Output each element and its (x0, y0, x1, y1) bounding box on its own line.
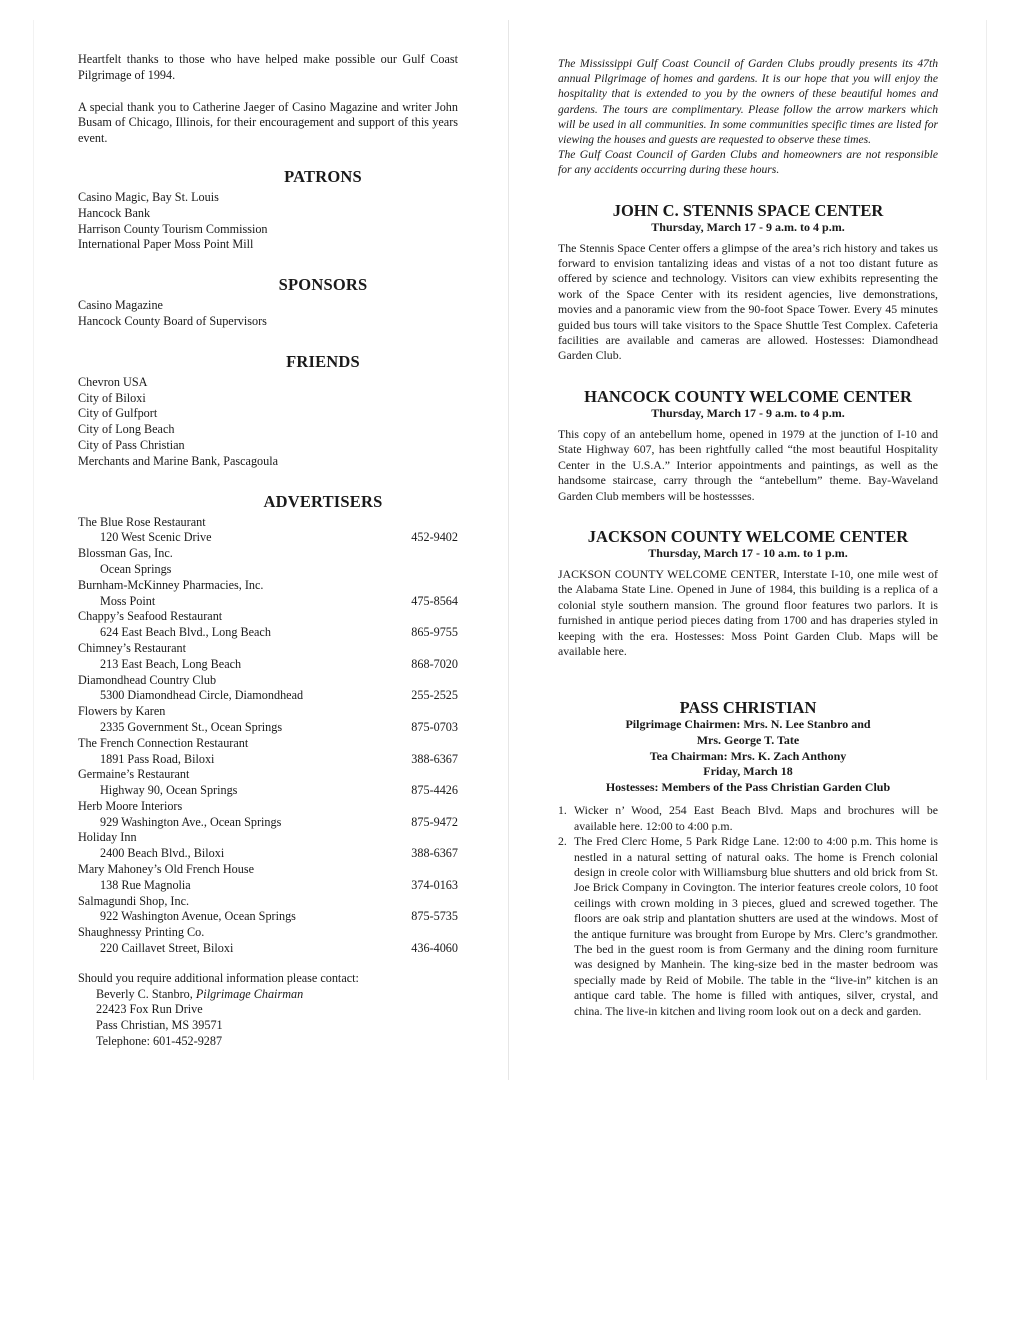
advertiser-entry (78, 830, 458, 862)
advertiser-name: Salmagundi Shop, Inc. (78, 893, 190, 908)
advertiser-entry (78, 515, 458, 547)
event-jackson (558, 528, 938, 659)
advertiser-phone: 875-0703 (411, 719, 458, 734)
advertiser-phone: 875-9472 (411, 814, 458, 829)
patrons-section (78, 167, 458, 253)
houses-list (558, 803, 938, 1019)
thanks-paragraph-1: Heartfelt thanks to those who have helped make possible our Gulf Coast Pilgrimage of 1994. (78, 52, 458, 82)
advertiser-name: Burnham-McKinney Pharmacies, Inc. (78, 577, 264, 592)
advertiser-address: 2400 Beach Blvd., Biloxi (100, 846, 225, 861)
event-stennis (558, 202, 938, 364)
left-column (78, 52, 458, 1050)
contact-street: 22423 Fox Run Drive (96, 1002, 203, 1017)
advertiser-address: 138 Rue Magnolia (100, 877, 191, 892)
page-edge-left (33, 20, 34, 1080)
event-heading: HANCOCK COUNTY WELCOME CENTER (584, 386, 912, 406)
advertiser-address: Moss Point (100, 593, 156, 608)
advertiser-address: 922 Washington Avenue, Ocean Springs (100, 909, 296, 924)
contact-name-line (78, 987, 458, 1003)
friends-section (78, 352, 458, 470)
house-number: 1. (558, 803, 567, 818)
advertiser-phone: 388-6367 (411, 846, 458, 861)
contact-phone: Telephone: 601-452-9287 (96, 1034, 223, 1049)
advertiser-phone: 436-4060 (411, 941, 458, 956)
advertiser-entry (78, 673, 458, 705)
house-text: Wicker n’ Wood, 254 East Beach Blvd. Maps and brochures will be available here. 12:00 to 4:00 p.m. (574, 803, 938, 833)
advertiser-address: 624 East Beach Blvd., Long Beach (100, 625, 271, 640)
friend-item: City of Biloxi (78, 390, 146, 405)
contact-block (78, 971, 458, 1050)
advertiser-name: Holiday Inn (78, 830, 137, 845)
advertisers-list (78, 515, 458, 957)
sponsors-section (78, 275, 458, 330)
advertiser-address: 2335 Government St., Ocean Springs (100, 719, 283, 734)
sponsor-item: Casino Magazine (78, 298, 163, 313)
advertiser-name: Chimney’s Restaurant (78, 640, 186, 655)
advertiser-name: Shaughnessy Printing Co. (78, 925, 205, 940)
advertiser-name: Diamondhead Country Club (78, 672, 217, 687)
advertiser-address: 929 Washington Ave., Ocean Springs (100, 814, 282, 829)
advertiser-address: 220 Caillavet Street, Biloxi (100, 941, 234, 956)
advertiser-entry (78, 894, 458, 926)
advertiser-phone: 868-7020 (411, 656, 458, 671)
pass-christian-date: Friday, March 18 (703, 764, 793, 779)
house-item (558, 834, 938, 1019)
friend-item: City of Long Beach (78, 422, 175, 437)
advertiser-address: 1891 Pass Road, Biloxi (100, 751, 215, 766)
advertiser-name: Germaine’s Restaurant (78, 767, 190, 782)
advertisers-section (78, 492, 458, 957)
advertiser-entry (78, 799, 458, 831)
pilgrimage-chairmen-1: Pilgrimage Chairmen: Mrs. N. Lee Stanbro and (625, 717, 871, 732)
event-heading: JOHN C. STENNIS SPACE CENTER (612, 200, 884, 220)
advertiser-phone: 865-9755 (411, 625, 458, 640)
event-date: Thursday, March 17 - 10 a.m. to 1 p.m. (648, 545, 848, 560)
contact-title: Pilgrimage Chairman (195, 986, 304, 1001)
advertiser-name: Flowers by Karen (78, 704, 166, 719)
event-hancock (558, 388, 938, 504)
thanks-paragraph-2: A special thank you to Catherine Jaeger of Casino Magazine and writer John Busam of Chicago, Illinois, for their encouragement and support of this years event. (78, 99, 458, 146)
friend-item: City of Gulfport (78, 406, 158, 421)
page-edge-right (986, 20, 987, 1080)
house-item (558, 803, 938, 834)
intro-paragraph-1: The Mississippi Gulf Coast Council of Garden Clubs proudly presents its 47th annual Pilgrimage of homes and gardens. It is our hope that you will enjoy the hospitality that is extended to you by the owners of these beautiful homes and gardens. The tours are complimentary. Please follow the arrow markers which will be used in all communities. In some communities specific times are listed for viewing the houses and guests are requested to observe these times. (558, 57, 938, 147)
advertiser-phone: 875-5735 (411, 909, 458, 924)
house-text: The Fred Clerc Home, 5 Park Ridge Lane. 12:00 to 4:00 p.m. This home is nestled in a natural setting of natural oaks. The home is French colonial design in creole color with Williamsburg blue shutters and old brick from St. Joe Brick Company in Covington. The interior features creole colors, 10 foot ceilings with crown molding in 3 pieces, glued and screwed together. The floors are oak strip and plantation shutters are used at the windows. Most of the antique furniture was brought from Europe by Mrs. Clerc’s grandmother. The bed in the guest room is from Germany and the dining room furniture was designed by Manhein. The king-size bed in the master bedroom was specially made by Reid of Mobile. The table in the “live-in” kitchen is an antique card table. The home is filled with antiques, silver, crystal, and china. The live-in kitchen and living room look out on a deck and garden. (574, 834, 938, 1018)
advertiser-name: Blossman Gas, Inc. (78, 546, 173, 561)
center-fold (508, 20, 509, 1080)
patron-item: Casino Magic, Bay St. Louis (78, 189, 219, 204)
advertiser-phone: 374-0163 (411, 877, 458, 892)
friend-item: Chevron USA (78, 374, 148, 389)
advertiser-address: 5300 Diamondhead Circle, Diamondhead (100, 688, 304, 703)
pass-christian-heading: PASS CHRISTIAN (679, 698, 817, 718)
friends-heading: FRIENDS (286, 351, 360, 371)
right-column (558, 56, 938, 1019)
advertiser-entry (78, 925, 458, 957)
advertiser-name: Herb Moore Interiors (78, 798, 183, 813)
patron-item: Hancock Bank (78, 205, 151, 220)
advertiser-address: 120 West Scenic Drive (100, 530, 212, 545)
advertiser-entry (78, 704, 458, 736)
advertiser-entry (78, 767, 458, 799)
contact-name: Beverly C. Stanbro, (96, 986, 193, 1001)
tea-chairman: Tea Chairman: Mrs. K. Zach Anthony (649, 748, 847, 763)
advertiser-name: The Blue Rose Restaurant (78, 514, 206, 529)
event-heading: JACKSON COUNTY WELCOME CENTER (587, 526, 909, 546)
sponsors-heading: SPONSORS (278, 275, 368, 295)
event-description: This copy of an antebellum home, opened in 1979 at the junction of I-10 and State Highway 607, has been rightfully called “the most beautiful Hospitality Center in the U.S.A.” Interior appointments and paintings, as well as the handsome staircase, carry through the “antebellum” theme. Bay-Waveland Garden Club members will be hostessses. (558, 426, 938, 503)
intro-paragraph-2: The Gulf Coast Council of Garden Clubs and homeowners are not responsible for any accidents occurring during these hours. (558, 148, 938, 177)
advertiser-address: 213 East Beach, Long Beach (100, 656, 242, 671)
contact-intro: Should you require additional information please contact: (78, 970, 359, 985)
sponsor-item: Hancock County Board of Supervisors (78, 313, 267, 328)
advertiser-entry (78, 736, 458, 768)
pass-christian-hostesses: Hostesses: Members of the Pass Christian Garden Club (605, 779, 891, 794)
advertiser-name: Mary Mahoney’s Old French House (78, 862, 255, 877)
advertiser-phone: 452-9402 (411, 530, 458, 545)
event-date: Thursday, March 17 - 9 a.m. to 4 p.m. (651, 405, 845, 420)
advertiser-entry (78, 641, 458, 673)
advertiser-entry (78, 578, 458, 610)
patron-item: Harrison County Tourism Commission (78, 221, 268, 236)
advertiser-name: The French Connection Restaurant (78, 735, 249, 750)
friend-item: Merchants and Marine Bank, Pascagoula (78, 453, 279, 468)
advertiser-name: Chappy’s Seafood Restaurant (78, 609, 223, 624)
advertiser-address: Highway 90, Ocean Springs (100, 783, 238, 798)
advertiser-phone: 388-6367 (411, 751, 458, 766)
pilgrimage-chairmen-2: Mrs. George T. Tate (696, 732, 800, 747)
contact-city: Pass Christian, MS 39571 (96, 1018, 223, 1033)
friend-item: City of Pass Christian (78, 437, 185, 452)
advertiser-entry (78, 609, 458, 641)
advertiser-phone: 875-4426 (411, 783, 458, 798)
advertiser-address: Ocean Springs (100, 561, 172, 576)
advertiser-phone: 255-2525 (411, 688, 458, 703)
patrons-heading: PATRONS (284, 166, 362, 186)
advertiser-entry (78, 546, 458, 578)
event-description: The Stennis Space Center offers a glimpse of the area’s rich history and takes us forward to envision tantalizing ideas and vistas of a not too distant future as offered by science and technology. Visitors can view exhibits representing the work of the Space Center with its resident agencies, live demonstrations, movies and a panoramic view from the 90-foot Space Tower. Every 45 minutes guided bus tours will take visitors to the Space Shuttle Test Complex. Cafeteria facilities are available and cameras are allowed. Hostesses: Diamondhead Garden Club. (558, 240, 938, 363)
advertisers-heading: ADVERTISERS (263, 491, 383, 511)
patron-item: International Paper Moss Point Mill (78, 237, 254, 252)
house-number: 2. (558, 834, 567, 849)
advertiser-phone: 475-8564 (411, 593, 458, 608)
event-description: JACKSON COUNTY WELCOME CENTER, Interstate I-10, one mile west of the Alabama State Line. Opened in June of 1984, this building is a replica of a colonial style southern mansion. The ground floor features two parlors. It is furnished in antique period pieces dating from 1700 and has draperies styled in keeping with the era. Hostesses: Moss Point Garden Club. Maps will be available here. (558, 566, 938, 658)
advertiser-entry (78, 862, 458, 894)
pass-christian-section (558, 699, 938, 1019)
event-date: Thursday, March 17 - 9 a.m. to 4 p.m. (651, 219, 845, 234)
